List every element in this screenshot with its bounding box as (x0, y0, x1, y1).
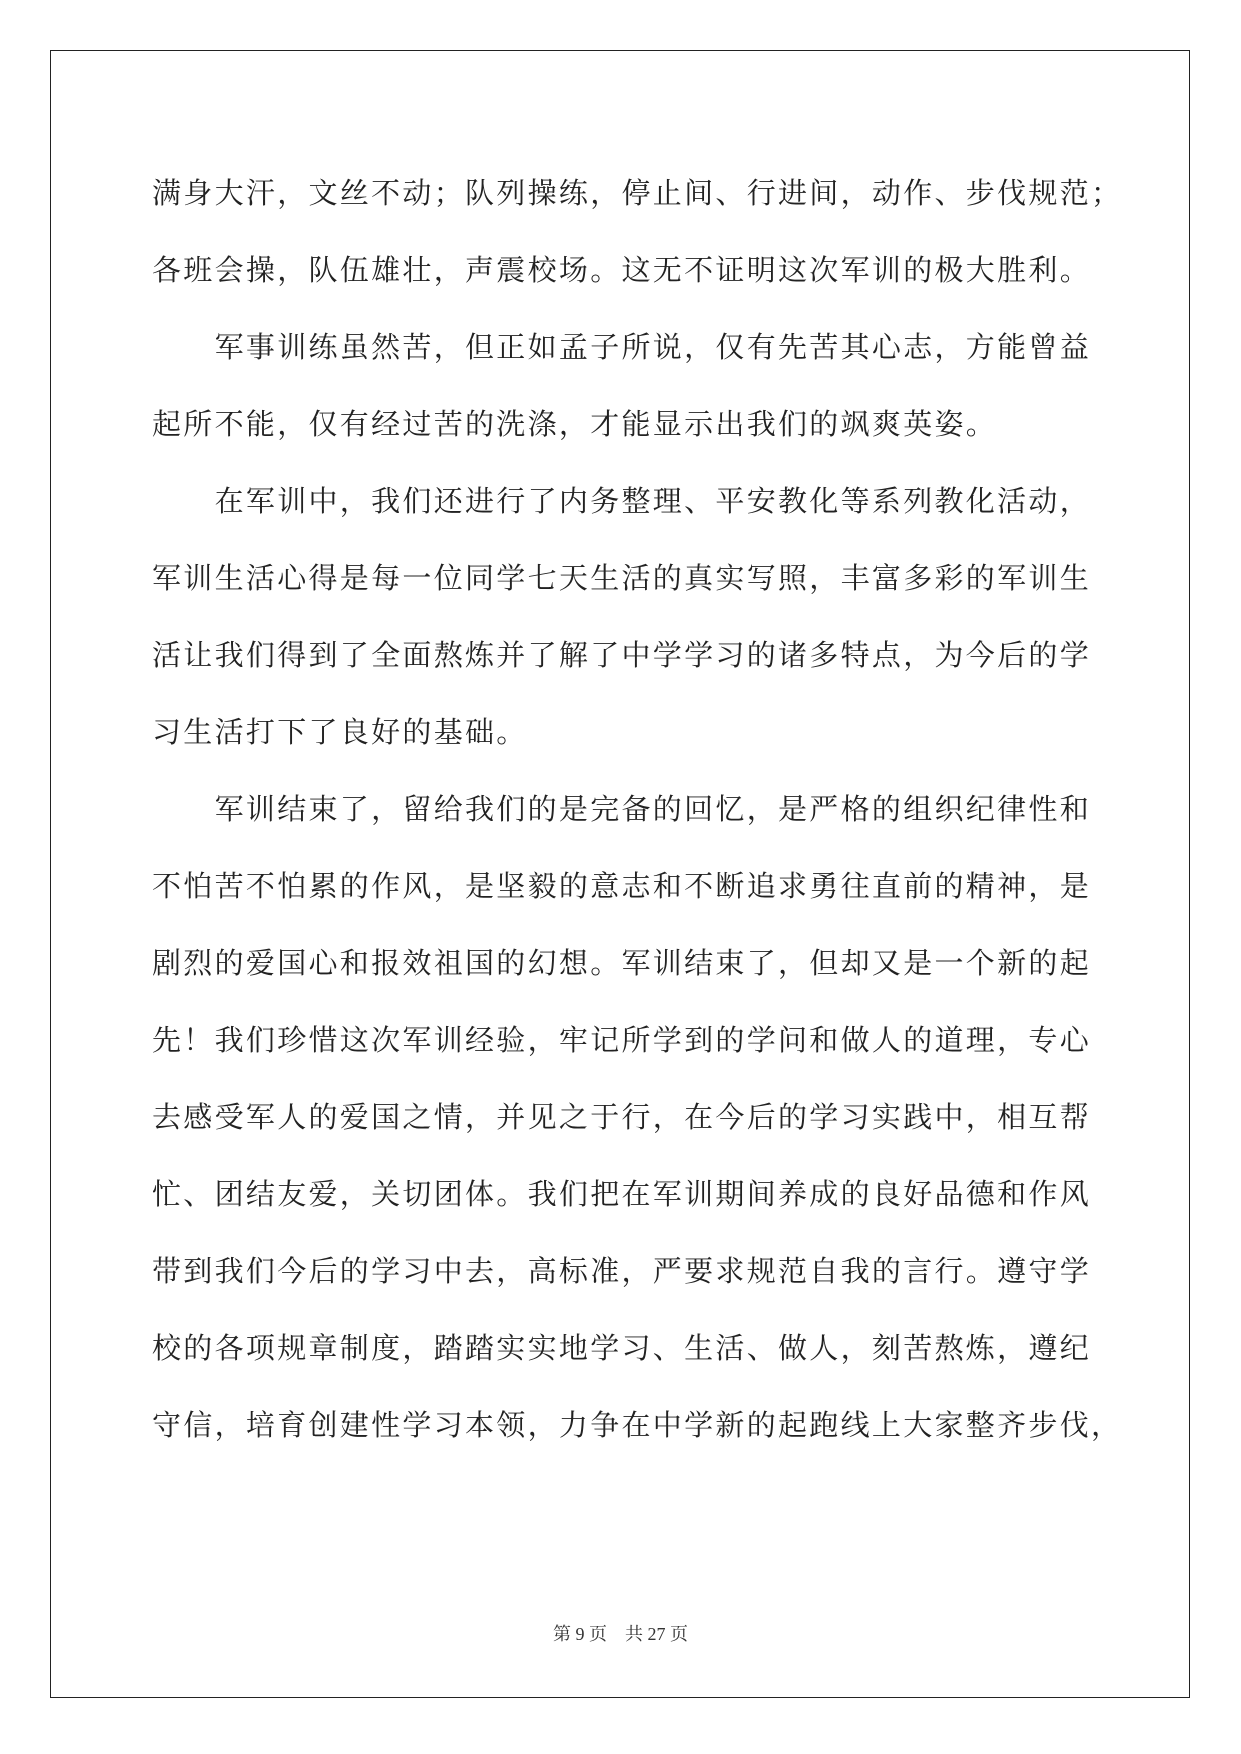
text-line: 带到我们今后的学习中去，高标准，严要求规范自我的言行。遵守学 (152, 1254, 1092, 1288)
text-line: 活让我们得到了全面熬炼并了解了中学学习的诸多特点，为今后的学 (152, 638, 1092, 672)
text-line: 先！我们珍惜这次军训经验，牢记所学到的学问和做人的道理，专心 (152, 1023, 1092, 1057)
text-line: 各班会操，队伍雄壮，声震校场。这无不证明这次军训的极大胜利。 (152, 253, 1092, 287)
text-line: 军训结束了，留给我们的是完备的回忆，是严格的组织纪律性和 (152, 792, 1092, 826)
text-line: 剧烈的爱国心和报效祖国的幻想。军训结束了，但却又是一个新的起 (152, 946, 1092, 980)
text-line: 守信，培育创建性学习本领，力争在中学新的起跑线上大家整齐步伐， (152, 1408, 1123, 1442)
text-line: 军事训练虽然苦，但正如孟子所说，仅有先苦其心志，方能曾益 (152, 330, 1092, 364)
text-line: 不怕苦不怕累的作风，是坚毅的意志和不断追求勇往直前的精神，是 (152, 869, 1092, 903)
text-line: 习生活打下了良好的基础。 (152, 715, 528, 749)
text-line: 在军训中，我们还进行了内务整理、平安教化等系列教化活动， (152, 484, 1092, 518)
text-line: 起所不能，仅有经过苦的洗涤，才能显示出我们的飒爽英姿。 (152, 407, 998, 441)
text-line: 满身大汗，文丝不动；队列操练，停止间、行进间，动作、步伐规范； (152, 176, 1123, 210)
text-line: 校的各项规章制度，踏踏实实地学习、生活、做人，刻苦熬炼，遵纪 (152, 1331, 1092, 1365)
text-line: 去感受军人的爱国之情，并见之于行，在今后的学习实践中，相互帮 (152, 1100, 1092, 1134)
page-number-footer: 第 9 页 共 27 页 (553, 1624, 688, 1644)
text-line: 军训生活心得是每一位同学七天生活的真实写照，丰富多彩的军训生 (152, 561, 1092, 595)
text-line: 忙、团结友爱，关切团体。我们把在军训期间养成的良好品德和作风 (152, 1177, 1092, 1211)
